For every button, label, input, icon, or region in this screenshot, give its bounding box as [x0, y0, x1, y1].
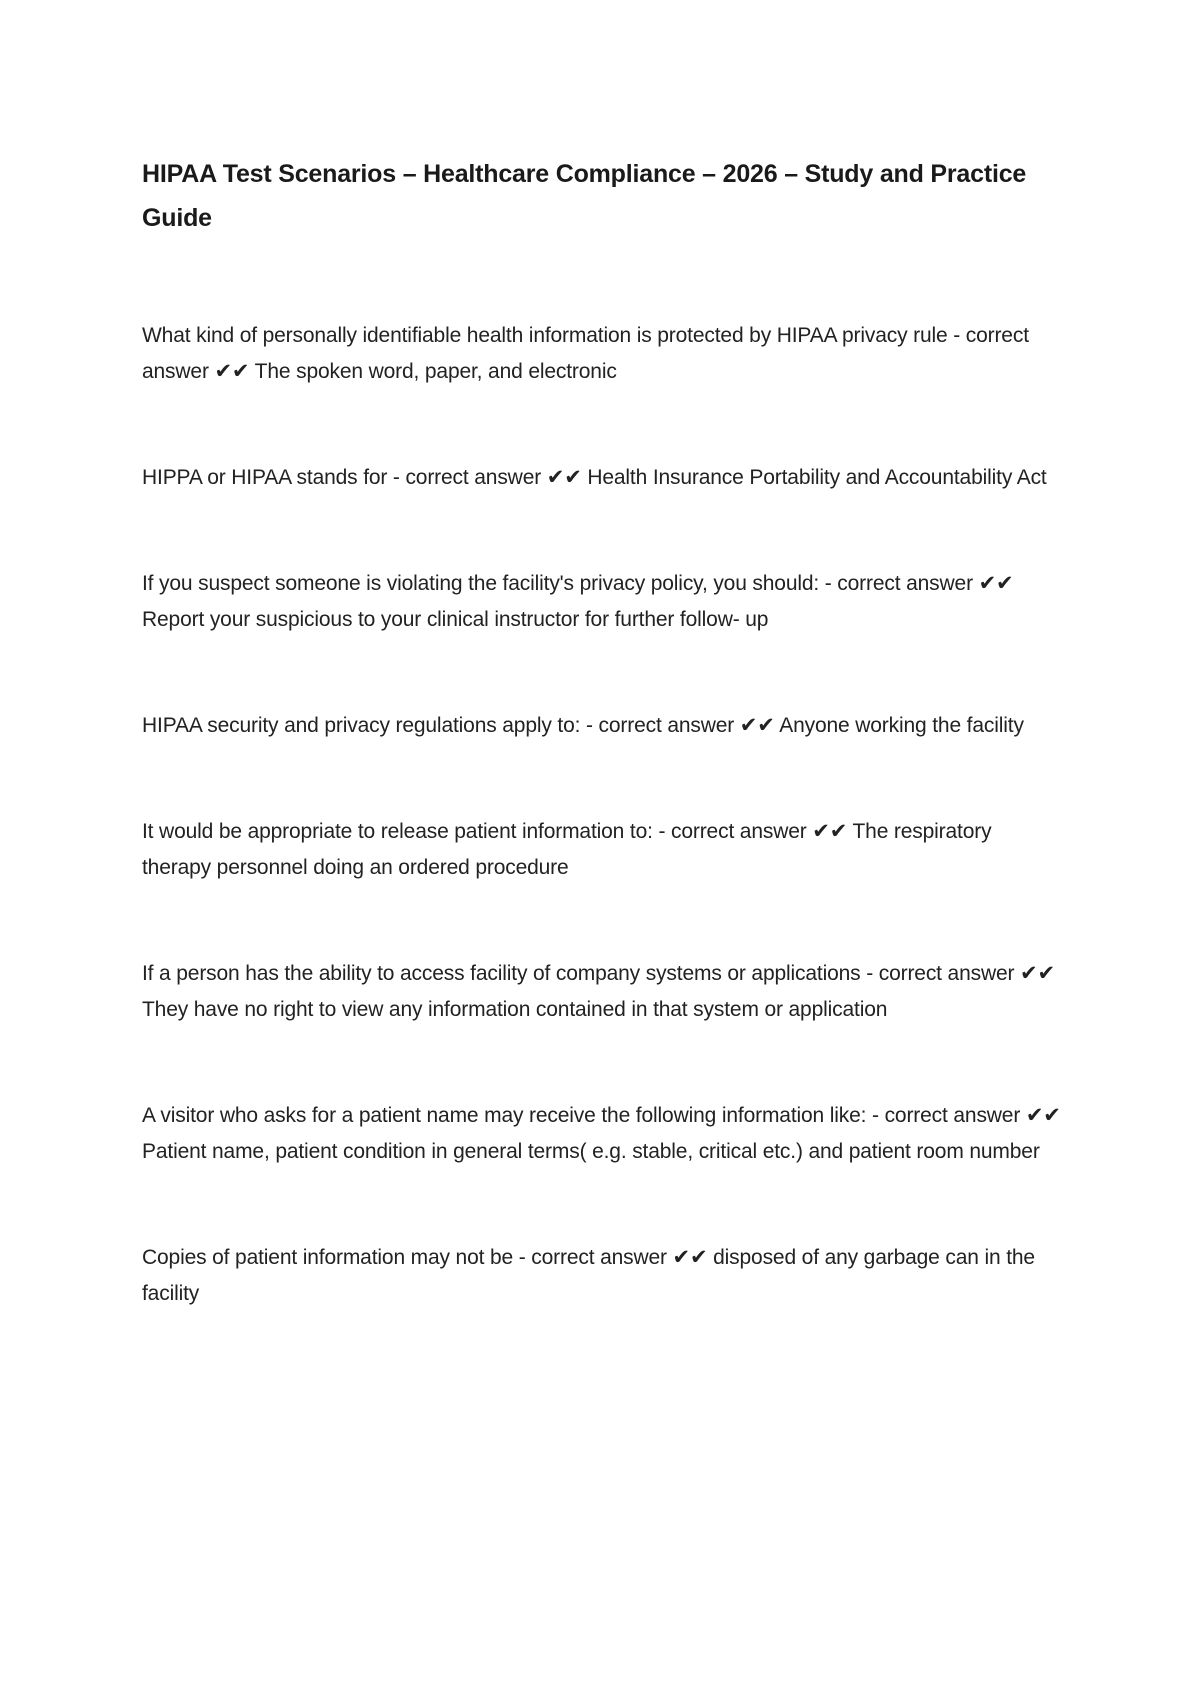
qa-list [142, 318, 1066, 1312]
qa-item: HIPPA or HIPAA stands for - correct answer ✔✔ Health Insurance Portability and Accountability Act [142, 466, 1047, 489]
qa-item: If you suspect someone is violating the facility's privacy policy, you should: - correct answer ✔✔ Report your suspicious to your clinical instructor for further follow- up [142, 572, 1014, 631]
qa-item: Copies of patient information may not be - correct answer ✔✔ disposed of any garbage can in the facility [142, 1246, 1035, 1305]
qa-item: HIPAA security and privacy regulations apply to: - correct answer ✔✔ Anyone working the facility [142, 714, 1024, 737]
document-content [142, 152, 1066, 1312]
qa-item: What kind of personally identifiable health information is protected by HIPAA privacy rule - correct answer ✔✔ The spoken word, paper, and electronic [142, 324, 1029, 383]
document-title: HIPAA Test Scenarios – Healthcare Compliance – 2026 – Study and Practice Guide [142, 160, 1027, 232]
qa-item: A visitor who asks for a patient name may receive the following information like: - correct answer ✔✔ Patient name, patient condition in general terms( e.g. stable, critical etc.) and patient room number [142, 1104, 1061, 1163]
qa-item: If a person has the ability to access facility of company systems or applications - correct answer ✔✔ They have no right to view any information contained in that system or application [142, 962, 1055, 1021]
qa-item: It would be appropriate to release patient information to: - correct answer ✔✔ The respiratory therapy personnel doing an ordered procedure [142, 820, 992, 879]
